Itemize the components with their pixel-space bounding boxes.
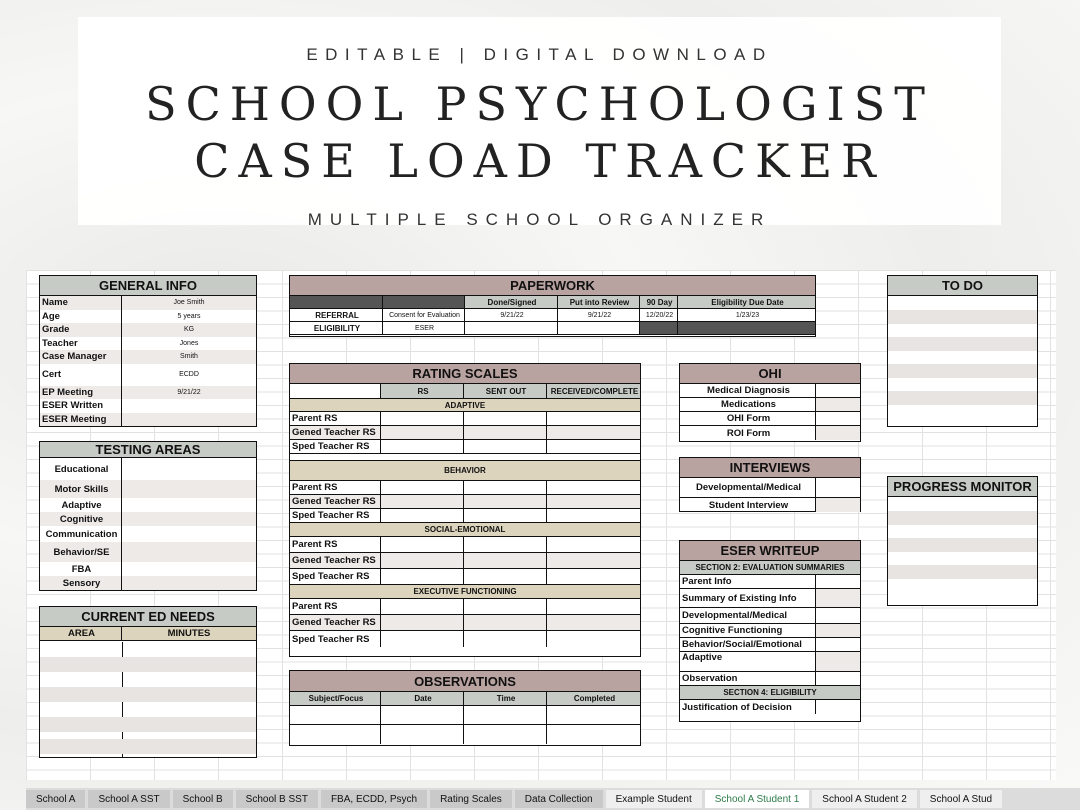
ed-needs-row[interactable] (40, 739, 256, 754)
testing-area-row[interactable]: Communication (40, 526, 256, 542)
progress-monitor-panel[interactable] (887, 476, 1038, 606)
sheet-tab-bar (26, 788, 1080, 810)
section-executive-functioning: EXECUTIVE FUNCTIONING (290, 585, 640, 599)
spreadsheet-grid[interactable] (26, 270, 1056, 780)
interviews-panel (679, 457, 861, 512)
testing-area-row[interactable]: Adaptive (40, 498, 256, 512)
info-row[interactable]: Cert ECDD (40, 364, 256, 386)
current-ed-needs-title: CURRENT ED NEEDS (40, 607, 256, 627)
eser-section2: SECTION 2: EVALUATION SUMMARIES (680, 561, 860, 575)
tab-school-b-sst[interactable]: School B SST (236, 790, 318, 808)
tab-example-student[interactable]: Example Student (606, 790, 702, 808)
eser-eligibility-row[interactable]: Justification of Decision (680, 700, 860, 714)
paperwork-title: PAPERWORK (290, 276, 815, 296)
general-info-rows (40, 296, 256, 426)
testing-area-row[interactable]: Behavior/SE (40, 542, 256, 562)
hero-banner (78, 17, 1001, 229)
info-row[interactable]: ESER Meeting (40, 413, 256, 427)
testing-area-row[interactable]: Sensory (40, 576, 256, 590)
testing-areas-panel (39, 441, 257, 591)
section-behavior: BEHAVIOR (290, 461, 640, 481)
paperwork-row-eligibility[interactable]: ELIGIBILITY ESER (290, 322, 815, 335)
progress-monitor-title: PROGRESS MONITOR (888, 477, 1037, 497)
social-emotional-rows[interactable]: Parent RS Gened Teacher RS Sped Teacher RS (290, 537, 640, 585)
section-adaptive: ADAPTIVE (290, 399, 640, 412)
observations-rows[interactable] (290, 706, 640, 744)
rating-scales-header-row: RS SENT OUT RECEIVED/COMPLETE (290, 384, 640, 399)
info-row[interactable]: Grade KG (40, 323, 256, 337)
interviews-rows[interactable]: Developmental/Medical Student Interview (680, 478, 860, 512)
ed-needs-row[interactable] (40, 687, 256, 702)
executive-functioning-rows[interactable]: Parent RS Gened Teacher RS Sped Teacher RS (290, 599, 640, 647)
section-social-emotional: SOCIAL-EMOTIONAL (290, 523, 640, 537)
tab-school-a-student-3[interactable]: School A Stud (920, 790, 1002, 808)
eser-writeup-panel (679, 540, 861, 722)
hero-title-line1: SCHOOL PSYCHOLOGIST (145, 77, 934, 131)
ed-needs-header-row (40, 627, 256, 641)
eser-writeup-title: ESER WRITEUP (680, 541, 860, 561)
testing-area-row[interactable]: FBA (40, 562, 256, 576)
general-info-panel (39, 275, 257, 427)
paperwork-panel (289, 275, 816, 337)
todo-panel[interactable] (887, 275, 1038, 427)
paperwork-row-referral[interactable]: REFERRAL Consent for Evaluation 9/21/22 9/21/22 12/20/22 1/23/23 (290, 309, 815, 322)
hero-title-line2: CASE LOAD TRACKER (194, 134, 885, 188)
todo-title: TO DO (888, 276, 1037, 296)
testing-area-row[interactable]: Cognitive (40, 512, 256, 526)
observations-header-row: Subject/Focus Date Time Completed (290, 692, 640, 706)
tab-school-a[interactable]: School A (26, 790, 85, 808)
current-ed-needs-panel (39, 606, 257, 758)
ohi-rows[interactable]: Medical Diagnosis Medications OHI Form ROI Form (680, 384, 860, 440)
info-row[interactable]: Age 5 years (42, 310, 201, 322)
tab-school-b[interactable]: School B (173, 790, 233, 808)
ed-needs-row[interactable] (40, 717, 256, 732)
behavior-rows[interactable]: Parent RS Gened Teacher RS Sped Teacher RS (290, 481, 640, 523)
observations-title: OBSERVATIONS (290, 671, 640, 692)
tab-rating-scales[interactable]: Rating Scales (430, 790, 512, 808)
rating-scales-panel (289, 363, 641, 657)
info-row[interactable]: Teacher Jones (42, 337, 199, 349)
general-info-title: GENERAL INFO (40, 276, 256, 296)
ohi-panel (679, 363, 861, 442)
testing-areas-title: TESTING AREAS (40, 442, 256, 458)
tab-school-a-sst[interactable]: School A SST (88, 790, 169, 808)
ohi-title: OHI (680, 364, 860, 384)
observations-panel (289, 670, 641, 746)
interviews-title: INTERVIEWS (680, 458, 860, 478)
hero-tagline: MULTIPLE SCHOOL ORGANIZER (307, 210, 772, 229)
tab-school-a-student-2[interactable]: School A Student 2 (812, 790, 917, 808)
tab-school-a-student-1[interactable]: School A Student 1 (705, 790, 810, 808)
rating-scales-title: RATING SCALES (290, 364, 640, 384)
col-area: AREA (40, 627, 122, 640)
info-row[interactable]: Case Manager Smith (40, 350, 256, 364)
testing-area-row[interactable]: Educational (40, 458, 256, 480)
eser-section4: SECTION 4: ELIGIBILITY (680, 686, 860, 700)
info-row[interactable]: EP Meeting 9/21/22 (40, 386, 256, 400)
info-row[interactable]: ESER Written (40, 399, 256, 413)
col-minutes: MINUTES (167, 628, 211, 639)
hero-subtitle: EDITABLE | DIGITAL DOWNLOAD (306, 45, 773, 64)
info-row[interactable]: Name Joe Smith (40, 296, 256, 310)
testing-area-row[interactable]: Motor Skills (40, 480, 256, 498)
tab-fba-ecdd-psych[interactable]: FBA, ECDD, Psych (321, 790, 427, 808)
eser-rows[interactable]: Parent Info Summary of Existing Info Developmental/Medical Cognitive Functioning Behavior/Social/Emotional Adaptive Observation (680, 575, 860, 686)
ed-needs-row[interactable] (40, 657, 256, 672)
paperwork-header-row: Done/Signed Put into Review 90 Day Eligibility Due Date (290, 296, 815, 309)
tab-data-collection[interactable]: Data Collection (515, 790, 603, 808)
adaptive-rows[interactable]: Parent RS Gened Teacher RS Sped Teacher RS (290, 412, 640, 454)
